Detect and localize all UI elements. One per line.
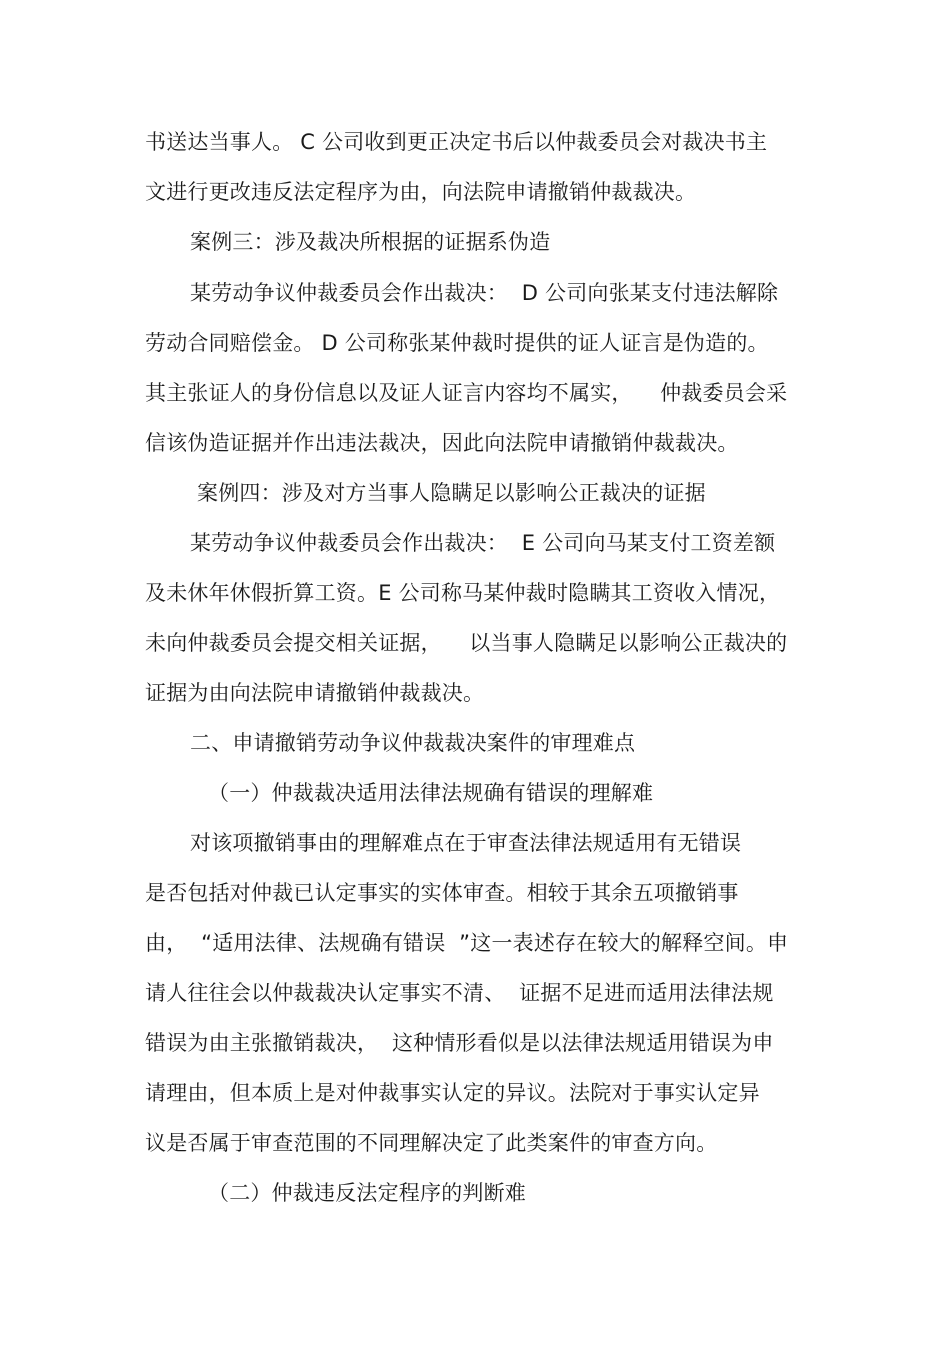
- text-line: 文进行更改违反法定程序为由，向法院申请撤销仲裁裁决。: [145, 180, 697, 204]
- text-line: 请理由，但本质上是对仲裁事实认定的异议。法院对于事实认定异: [145, 1081, 760, 1105]
- text-line: 是否包括对仲裁已认定事实的实体审查。相较于其余五项撤销事: [145, 881, 739, 905]
- text-line: 某劳动争议仲裁委员会作出裁决： E 公司向马某支付工资差额: [190, 531, 776, 555]
- section-heading: 案例三：涉及裁决所根据的证据系伪造: [190, 230, 551, 254]
- section-heading: 二、申请撤销劳动争议仲裁裁决案件的审理难点: [190, 731, 636, 755]
- text-line: 对该项撤销事由的理解难点在于审查法律法规适用有无错误: [190, 831, 742, 855]
- text-line: 未向仲裁委员会提交相关证据， 以当事人隐瞒足以影响公正裁决的: [145, 631, 788, 655]
- subsection-heading: （二）仲裁违反法定程序的判断难: [208, 1181, 526, 1205]
- text-line: 及未休年休假折算工资。E 公司称马某仲裁时隐瞒其工资收入情况，: [145, 581, 781, 605]
- section-heading: 案例四：涉及对方当事人隐瞒足以影响公正裁决的证据: [197, 481, 706, 505]
- text-line: 证据为由向法院申请撤销仲裁裁决。: [145, 681, 485, 705]
- text-line: 其主张证人的身份信息以及证人证言内容均不属实， 仲裁委员会采: [145, 381, 788, 405]
- subsection-heading: （一）仲裁裁决适用法律法规确有错误的理解难: [208, 781, 654, 805]
- text-line: 劳动合同赔偿金。 D 公司称张某仲裁时提供的证人证言是伪造的。: [145, 331, 769, 355]
- text-line: 错误为由主张撤销裁决， 这种情形看似是以法律法规适用错误为申: [145, 1031, 774, 1055]
- text-line: 议是否属于审查范围的不同理解决定了此类案件的审查方向。: [145, 1131, 718, 1155]
- text-line: 书送达当事人。 C 公司收到更正决定书后以仲裁委员会对裁决书主: [145, 130, 768, 154]
- text-line: 信该伪造证据并作出违法裁决，因此向法院申请撤销仲裁裁决。: [145, 431, 739, 455]
- text-line: 由， “适用法律、法规确有错误 ”这一表述存在较大的解释空间。申: [145, 931, 789, 955]
- text-line: 请人往往会以仲裁裁决认定事实不清、 证据不足进而适用法律法规: [145, 981, 774, 1005]
- text-line: 某劳动争议仲裁委员会作出裁决： D 公司向张某支付违法解除: [190, 281, 779, 305]
